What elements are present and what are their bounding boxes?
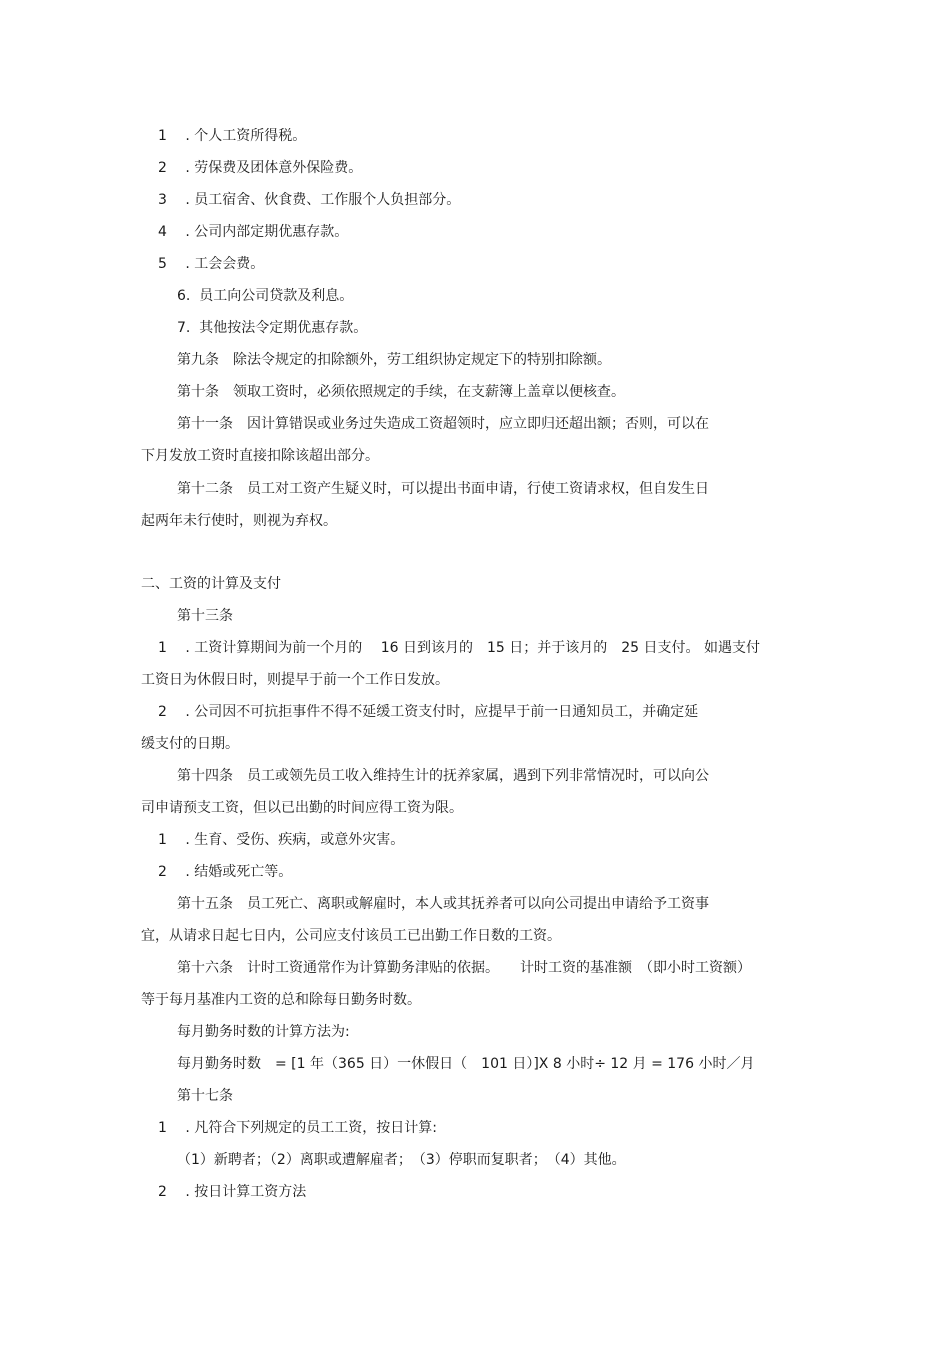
work-hours-formula: 每月勤务时数 = [1 年（365 日）一休假日（ 101 日）]X 8 小时÷ 12 月 = 176 小时／月 [177, 1056, 755, 1072]
deduction-item-1: 1 . 个人工资所得税。 [158, 128, 307, 144]
article-14-line-2: 司申请预支工资，但以已出勤的时间应得工资为限。 [141, 800, 463, 816]
article-13-item-2-line-2: 缓支付的日期。 [141, 736, 239, 752]
deduction-item-7: 7. 其他按法令定期优惠存款。 [177, 320, 368, 336]
article-13-item-1-line-2: 工资日为休假日时，则提早于前一个工作日发放。 [141, 672, 449, 688]
article-14-item-2: 2 . 结婚或死亡等。 [158, 864, 293, 880]
work-hours-method: 每月勤务时数的计算方法为: [177, 1024, 350, 1040]
article-11-line-2: 下月发放工资时直接扣除该超出部分。 [141, 448, 379, 464]
article-16-line-1: 第十六条 计时工资通常作为计算勤务津贴的依据。 计时工资的基准额 （即小时工资额） [177, 960, 751, 976]
article-13-item-1-line-1: 1 . 工资计算期间为前一个月的 16 日到该月的 15 日；并于该月的 25 日支付。 如遇支付 [158, 640, 760, 656]
article-12-line-2: 起两年未行使时，则视为弃权。 [141, 513, 337, 529]
article-12-line-1: 第十二条 员工对工资产生疑义时，可以提出书面申请，行使工资请求权，但自发生日 [177, 481, 709, 497]
article-17-item-2: 2 . 按日计算工资方法 [158, 1184, 307, 1200]
article-9: 第九条 除法令规定的扣除额外，劳工组织协定规定下的特别扣除额。 [177, 352, 611, 368]
article-13-item-2-line-1: 2 . 公司因不可抗拒事件不得不延缓工资支付时，应提早于前一日通知员工，并确定延 [158, 704, 699, 720]
article-14-item-1: 1 . 生育、受伤、疾病，或意外灾害。 [158, 832, 405, 848]
article-17-heading: 第十七条 [177, 1088, 233, 1104]
article-15-line-2: 宜，从请求日起七日内，公司应支付该员工已出勤工作日数的工资。 [141, 928, 561, 944]
deduction-item-3: 3 . 员工宿舍、伙食费、工作服个人负担部分。 [158, 192, 461, 208]
article-13-heading: 第十三条 [177, 608, 233, 624]
article-10: 第十条 领取工资时，必须依照规定的手续，在支薪簿上盖章以便核查。 [177, 384, 625, 400]
article-16-line-2: 等于每月基准内工资的总和除每日勤务时数。 [141, 992, 421, 1008]
article-17-cases: （1）新聘者；（2）离职或遭解雇者； （3）停职而复职者； （4）其他。 [177, 1152, 626, 1168]
article-11-line-1: 第十一条 因计算错误或业务过失造成工资超领时，应立即归还超出额；否则，可以在 [177, 416, 709, 432]
deduction-item-5: 5 . 工会会费。 [158, 256, 265, 272]
deduction-item-6: 6. 员工向公司贷款及利息。 [177, 288, 354, 304]
deduction-item-4: 4 . 公司内部定期优惠存款。 [158, 224, 349, 240]
section-heading: 二、工资的计算及支付 [141, 576, 281, 592]
article-15-line-1: 第十五条 员工死亡、离职或解雇时，本人或其抚养者可以向公司提出申请给予工资事 [177, 896, 709, 912]
article-14-line-1: 第十四条 员工或领先员工收入维持生计的抚养家属，遇到下列非常情况时，可以向公 [177, 768, 709, 784]
deduction-item-2: 2 . 劳保费及团体意外保险费。 [158, 160, 363, 176]
article-17-item-1: 1 . 凡符合下列规定的员工工资，按日计算: [158, 1120, 437, 1136]
